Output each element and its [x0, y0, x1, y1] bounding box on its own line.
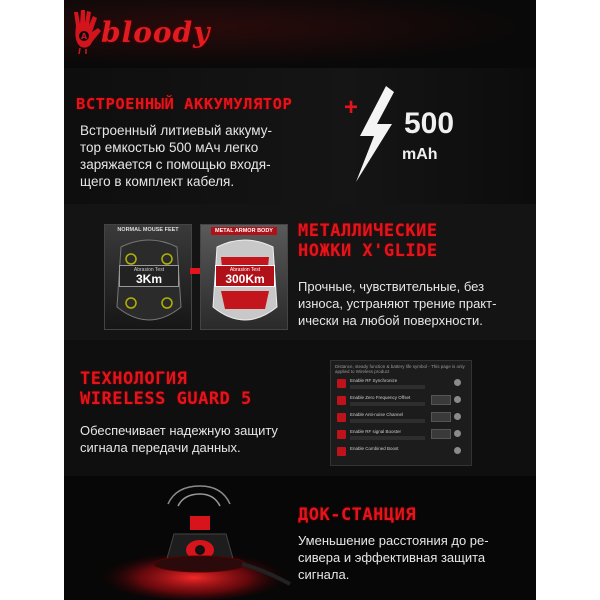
settings-row[interactable] — [337, 377, 465, 391]
rf-icon — [337, 396, 346, 405]
wireless-description — [80, 422, 278, 456]
battery-line: тор емкостью 500 мАч легко — [80, 140, 259, 155]
feet-title-line: МЕТАЛЛИЧЕСКИЕ — [298, 221, 438, 241]
wireless-title-line: ТЕХНОЛОГИЯ — [80, 369, 188, 389]
brand-logo-text: bloody — [101, 16, 211, 49]
battery-line: Встроенный литиевый аккуму- — [80, 123, 272, 138]
rf-icon — [337, 413, 346, 422]
normal-feet-value: 3Km — [135, 272, 162, 286]
wireless-line: сигнала передачи данных. — [80, 440, 241, 455]
settings-toggle[interactable] — [454, 447, 461, 454]
settings-toggle[interactable] — [454, 379, 461, 386]
wireless-settings-window — [330, 360, 472, 466]
settings-row-bar — [350, 419, 425, 423]
battery-capacity-unit: mAh — [402, 146, 438, 163]
dock-station-icon — [64, 480, 294, 600]
feet-title — [298, 222, 438, 261]
feet-line: Прочные, чувствительные, без — [298, 279, 485, 294]
settings-row[interactable] — [337, 428, 465, 442]
normal-feet-badge — [119, 265, 179, 287]
dock-title: ДОК-СТАНЦИЯ — [298, 505, 417, 525]
rf-icon — [337, 430, 346, 439]
metal-feet-card — [200, 224, 288, 330]
dock-line: сивера и эффективная защита — [298, 550, 486, 565]
abrasion-test-label: Abrasion Test — [133, 267, 165, 273]
settings-window-header: Distance, steady function & battery life symbol - This page is only applied to Wireless product — [335, 364, 465, 374]
settings-row-bar — [350, 402, 425, 406]
rf-icon — [337, 379, 346, 388]
bloody-hand-logo-icon — [70, 8, 104, 54]
wireless-title-line: WIRELESS GUARD 5 — [80, 388, 252, 409]
settings-row-bar — [350, 385, 425, 389]
settings-row[interactable] — [337, 411, 465, 425]
settings-toggle[interactable] — [454, 430, 461, 437]
settings-row-label: Enable Zero Frequency Offset — [350, 395, 411, 400]
normal-feet-card — [104, 224, 192, 330]
lightning-bolt-icon — [350, 86, 398, 182]
settings-row[interactable] — [337, 445, 465, 459]
battery-capacity-value: 500 — [404, 107, 455, 140]
abrasion-test-label: Abrasion Test — [229, 267, 261, 273]
dock-line: сигнала. — [298, 567, 350, 582]
svg-text:A: A — [81, 32, 88, 41]
settings-row[interactable] — [337, 394, 465, 408]
metal-feet-value: 300Km — [225, 272, 265, 286]
dock-line: Уменьшение расстояния до ре- — [298, 533, 489, 548]
rf-icon — [337, 447, 346, 456]
settings-row-label: Enable Anti-noise Channel — [350, 412, 404, 417]
battery-line: щего в комплект кабеля. — [80, 174, 235, 189]
settings-row-button[interactable] — [431, 412, 451, 422]
feet-description — [298, 278, 496, 329]
feet-line: ически на любой поверхности. — [298, 313, 483, 328]
settings-row-bar — [350, 436, 425, 440]
wireless-title — [80, 370, 252, 409]
dock-description — [298, 532, 489, 583]
feet-title-line: НОЖКИ X'GLIDE — [298, 240, 438, 261]
normal-feet-label: NORMAL MOUSE FEET — [117, 227, 179, 233]
wireless-line: Обеспечивает надежную защиту — [80, 423, 278, 438]
settings-toggle[interactable] — [454, 413, 461, 420]
plus-sign: + — [344, 94, 359, 121]
battery-description — [80, 122, 272, 190]
settings-row-label: Enable RF Synchronize — [350, 378, 398, 383]
settings-row-label: Enable RF signal Booster — [350, 429, 402, 434]
feet-line: износа, устраняют трение практ- — [298, 296, 497, 311]
settings-row-button[interactable] — [431, 395, 451, 405]
metal-feet-badge — [215, 265, 275, 287]
battery-title: ВСТРОЕННЫЙ АККУМУЛЯТОР — [76, 95, 293, 113]
settings-row-label: Enable Combined Boost — [350, 446, 399, 451]
metal-feet-label: METAL ARMOR BODY — [211, 227, 277, 235]
settings-row-button[interactable] — [431, 429, 451, 439]
battery-line: заряжается с помощью входя- — [80, 157, 271, 172]
settings-toggle[interactable] — [454, 396, 461, 403]
